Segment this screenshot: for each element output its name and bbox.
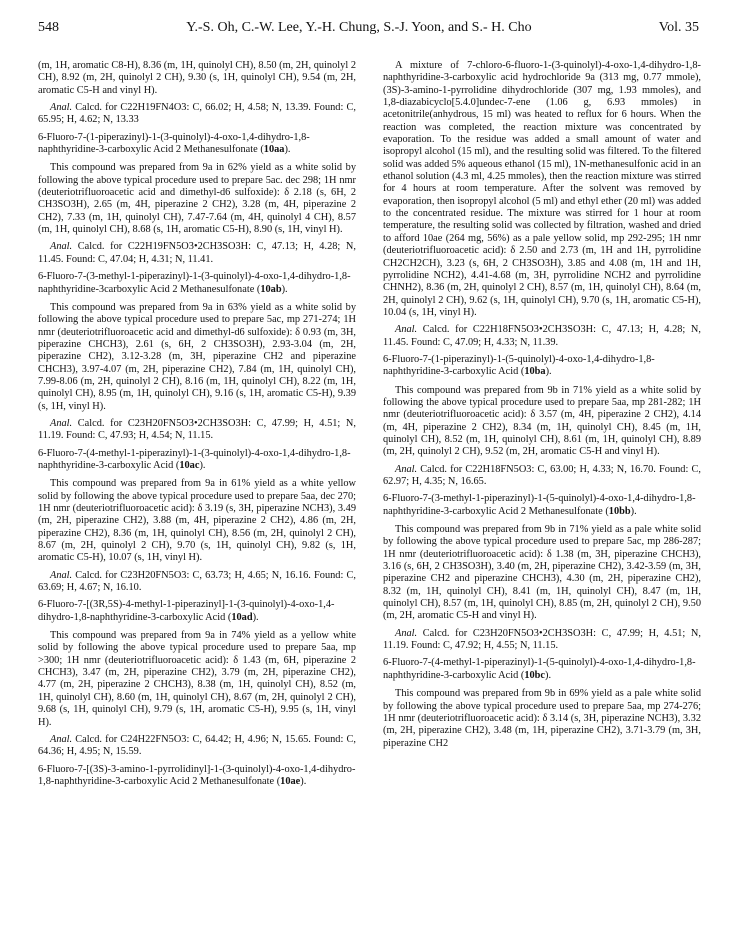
analysis-line: [383, 324, 701, 349]
compound-title-text: 6-Fluoro-7-(3-methyl-1-piperazinyl)-1-(5-quinolyl)-4-oxo-1,4-dihydro-1,8-naphthyridine-3-carboxylic Acid 2 Methanesulfonate (: [383, 493, 696, 517]
paragraph: This compound was prepared from 9a in 61% yield as a white yellow solid by following the above typical procedure used to prepare 5aa, dec 270; 1H nmr (deuteriotrifluoroacetic acid): δ 3.19 (s, 3H, piperazine NCH3), 3.49 (m, 2H, piperazine CH2), 3.88 (m, 4H, piperazine 2 CH2), 4.86 (m, 2H, piperazine CH2), 8.36 (m, 1H, quinolyl CH), 8.56 (m, 2H, quinolyl 2 CH), 8.67 (m, 2H, quinolyl 2 CH), 9.70 (s, 1H, quinolyl CH), 9.82 (s, 1H, aromatic C5-H), 10.07 (s, 1H, vinyl H).: [38, 478, 356, 564]
analysis-text: Calcd. for C22H18FN5O3•2CH3SO3H: C, 47.13; H, 4.28; N, 11.45. Found: C, 47.09; H, 4.33; N, 11.39.: [383, 324, 701, 348]
compound-title: [383, 657, 701, 682]
compound-title-end: ).: [545, 366, 552, 378]
compound-title-text: 6-Fluoro-7-(4-methyl-1-piperazinyl)-1-(5-quinolyl)-4-oxo-1,4-dihydro-1,8-naphthyridine-3-carboxylic Acid (: [383, 657, 696, 681]
paragraph: A mixture of 7-chloro-6-fluoro-1-(3-quinolyl)-4-oxo-1,4-dihydro-1,8-naphthyridine-3-carboxylic acid hydrochloride 9a (313 mg, 0.77 mmole), (3S)-3-amino-1-pyrrolidine dihydrochloride (307 mg, 1.93 mmoles), and 1,8-diazabicyclo[5.4.0]undec-7-ene (1.06 g, 6.93 mmoles) in acetonitrile(anhydrous, 15 ml) was heated to reflux for 6 hours. When the reaction was completed, the reaction mixture was concentrated by evaporation. To the residue was added a small amount of water and isopropyl alcohol (15 ml), and the resulting solid was filtered. To the filtered solid was added 5% aqueous ethanol (15 ml), 1N-methanesulfonic acid in an ethanol solution (4.3 ml, 4.25 mmoles), then the reaction mixture was stirred for 4 hours at room temperature. After the solvent was removed by evaporation, then isopropyl alcohol (5 ml) and ethyl ether (20 ml) was added to the concentrated residue. The mixture was stirred for 1 hour at room temperature, the resulting solid was collected by filtration, washed and dried to afford 10ae (264 mg, 56%) as a pale yellow solid, mp 292-295; 1H nmr (deuteriotrifluoroacetic acid): δ 2.50 and 2.73 (m, 1H and 1H, pyrrolidine CH2CH2CH), 3.23 (s, 6H, 2 CH3SO3H), 3.85 and 4.08 (m, 1H and 1H, pyrrolidine NCH2), 4.41-4.68 (m, 3H, pyrrolidine NCH2 and pyrrolidine CHNH2), 8.36 (m, 2H, quinolyl 2 CH), 8.57 (m, 1H, quinolyl CH), 8.64 (m, 2H, quinolyl 2 CH), 9.62 (s, 1H, quinolyl CH), 9.70 (s, 1H, aromatic C5-H), 10.04 (s, 1H, vinyl H).: [383, 60, 701, 318]
volume-label: Vol. 35: [658, 20, 699, 35]
compound-title: [38, 764, 356, 789]
analysis-label: Anal.: [395, 324, 418, 336]
paragraph: This compound was prepared from 9b in 71% yield as a pale white solid by following the above typical procedure used to prepare 5ac, mp 286-287; 1H nmr (deuteriotrifluoroacetic acid): δ 1.38 (m, 3H, piperazine CHCH3), 3.16 (s, 6H, 2 CH3SO3H), 3.40 (m, 2H, piperazine CH2), 3.42-3.59 (m, 3H, piperazine CH2 and piperazine CHCH3), 4.30 (m, 2H, piperazine CH2), 8.32 (m, 1H, quinolyl CH), 8.41 (m, 1H, quinolyl CH), 8.47 (m, 1H, quinolyl CH), 8.57 (m, 1H, quinolyl CH), 8.85 (m, 2H, quinolyl 2 CH), 9.50 (m, 2H, aromatic C5-H and vinyl H).: [383, 524, 701, 622]
compound-title-end: ).: [630, 505, 637, 517]
analysis-label: Anal.: [50, 417, 73, 429]
analysis-label: Anal.: [50, 569, 73, 581]
analysis-text: Calcd. for C23H20FN5O3: C, 63.73; H, 4.65; N, 16.16. Found: C, 63.69; H, 4.67; N, 16.10.: [38, 569, 356, 594]
right-column: [383, 60, 701, 755]
analysis-text: Calcd. for C23H20FN5O3•2CH3SO3H: C, 47.99; H, 4.51; N, 11.19. Found: C, 47.93; H, 4.54; N, 11.15.: [38, 417, 356, 442]
compound-title-end: ).: [300, 775, 307, 787]
compound-title-text: 6-Fluoro-7-[(3R,5S)-4-methyl-1-piperazinyl]-1-(3-quinolyl)-4-oxo-1,4-dihydro-1,8-naphthyridine-3-carboxylic Acid (: [38, 599, 335, 623]
paragraph: This compound was prepared from 9b in 71% yield as a white solid by following the above typical procedure used to prepare 5aa, mp 281-282; 1H nmr (deuteriotrifluoroacetic acid): δ 3.57 (m, 4H, piperazine 2 CH2), 4.14 (m, 4H, piperazine 2 CH2), 8.34 (m, 1H, quinolyl CH), 8.45 (m, 1H, quinolyl CH), 8.52 (m, 1H, quinolyl CH), 8.61 (m, 1H, quinolyl CH), 8.89 (m, 2H, quinolyl 2 CH), 9.52 (m, 2H, aromatic C5-H and vinyl H).: [383, 384, 701, 458]
left-column: [38, 60, 356, 794]
paragraph: This compound was prepared from 9b in 69% yield as a pale white solid by following the above typical procedure used to prepare 5aa, mp 274-276; 1H nmr (deuteriotrifluoroacetic acid): δ 3.14 (s, 3H, piperazine NCH3), 3.32 (m, 2H, piperazine CH2), 3.48 (m, 1H, piperazine CH2), 3.71-3.79 (m, 3H, piperazine CH2: [383, 688, 701, 749]
analysis-text: Calcd. for C23H20FN5O3•2CH3SO3H: C, 47.99; H, 4.51; N, 11.19. Found: C, 47.92; H, 4.55; N, 11.15.: [383, 627, 701, 652]
analysis-line: [38, 241, 356, 266]
compound-title: [38, 599, 356, 624]
compound-id: 10ba: [524, 366, 546, 378]
analysis-line: [38, 418, 356, 443]
compound-title-end: ).: [281, 283, 288, 295]
analysis-line: [38, 570, 356, 595]
compound-title: [383, 493, 701, 518]
analysis-text: Calcd. for C24H22FN5O3: C, 64.42; H, 4.96; N, 15.65. Found: C, 64.36; H, 4.95; N, 15.59.: [38, 733, 356, 758]
compound-title-text: 6-Fluoro-7-(3-methyl-1-piperazinyl)-1-(3-quinolyl)-4-oxo-1,4-dihydro-1,8-naphthyridine-3carboxylic Acid 2 Methanesulfonate (: [38, 271, 351, 295]
analysis-label: Anal.: [50, 241, 73, 253]
compound-title-end: ).: [199, 459, 206, 471]
analysis-line: [383, 628, 701, 653]
compound-title-text: 6-Fluoro-7-[(3S)-3-amino-1-pyrrolidinyl]-1-(3-quinolyl)-4-oxo-1,4-dihydro-1,8-naphthyridine-3-carboxylic Acid 2 Methanesulfonate (: [38, 763, 356, 787]
running-header: [38, 20, 699, 40]
compound-title-text: 6-Fluoro-7-(1-piperazinyl)-1-(5-quinolyl)-4-oxo-1,4-dihydro-1,8-naphthyridine-3-carboxylic Acid (: [383, 353, 655, 378]
analysis-label: Anal.: [50, 733, 73, 745]
author-line: Y.-S. Oh, C.-W. Lee, Y.-H. Chung, S.-J. Yoon, and S.- H. Cho: [186, 20, 532, 35]
compound-title-text: 6-Fluoro-7-(1-piperazinyl)-1-(3-quinolyl)-4-oxo-1,4-dihydro-1,8-naphthyridine-3-carboxylic Acid 2 Methanesulfonate (: [38, 131, 310, 156]
compound-title-end: ).: [545, 669, 552, 681]
compound-title: [38, 132, 356, 157]
analysis-line: [38, 102, 356, 127]
compound-title: [38, 448, 356, 473]
compound-id: 10ab: [260, 283, 282, 295]
compound-title-end: ).: [252, 611, 259, 623]
analysis-text: Calcd. for C22H18FN5O3: C, 63.00; H, 4.33; N, 16.70. Found: C, 62.97; H, 4.35; N, 16.65.: [383, 463, 701, 487]
analysis-label: Anal.: [50, 102, 73, 114]
analysis-text: Calcd. for C22H19FN4O3: C, 66.02; H, 4.58; N, 13.39. Found: C, 65.95; H, 4.62; N, 13.33: [38, 102, 356, 126]
analysis-label: Anal.: [395, 463, 418, 475]
compound-id: 10bb: [608, 505, 631, 517]
paragraph: (m, 1H, aromatic C8-H), 8.36 (m, 1H, quinolyl CH), 8.50 (m, 2H, quinolyl 2 CH), 8.92 (m, 2H, quinolyl 2 CH), 9.30 (s, 1H, quinolyl CH), 9.54 (m, 2H, aromatic C5-H and vinyl H).: [38, 60, 356, 96]
compound-id: 10ac: [179, 459, 200, 471]
paragraph: This compound was prepared from 9a in 74% yield as a yellow white solid by following the above typical procedure used to prepare 5aa, mp >300; 1H nmr (deuteriotrifluoroacetic acid): δ 1.43 (m, 6H, piperazine 2 CHCH3), 3.47 (m, 2H, piperazine CH2), 3.79 (m, 2H, piperazine CH2), 4.77 (m, 2H, piperazine 2 CHCH3), 8.38 (m, 1H, quinolyl CH), 8.52 (m, 1H, quinolyl CH), 8.60 (m, 1H, quinolyl CH), 8.67 (m, 2H, quinolyl 2 CH), 9.68 (s, 1H, quinolyl CH), 9.79 (s, 1H, aromatic C5-H), 9.95 (s, 1H, vinyl H).: [38, 630, 356, 728]
analysis-text: Calcd. for C22H19FN5O3•2CH3SO3H: C, 47.13; H, 4.28; N, 11.45. Found: C, 47.04; H, 4.31; N, 11.41.: [38, 241, 356, 265]
compound-title: [38, 271, 356, 296]
analysis-label: Anal.: [395, 627, 418, 639]
compound-title-text: 6-Fluoro-7-(4-methyl-1-piperazinyl)-1-(3-quinolyl)-4-oxo-1,4-dihydro-1,8-naphthyridine-3-carboxylic Acid (: [38, 447, 351, 471]
compound-id: 10ad: [231, 611, 253, 623]
compound-id: 10ae: [280, 775, 301, 787]
analysis-line: [383, 464, 701, 489]
paragraph: This compound was prepared from 9a in 62% yield as a white solid by following the above typical procedure used to prepare 5ac. dec 298; 1H nmr (deuteriotrifluoroacetic acid and dimethyl-d6 sulfoxide): δ 2.18 (s, 6H, 2 CH3SO3H), 2.65 (m, 4H, piperazine 2 CH2), 3.28 (m, 4H, piperazine 2 CH2), 7.33 (m, 1H, quinolyl CH), 7.47-7.64 (m, 4H, quinolyl 4 CH), 8.57 (m, 1H, quinolyl CH), 8.68 (s, 1H, aromatic C5-H), 8.90 (s, 1H, vinyl H).: [38, 162, 356, 236]
page-number: 548: [38, 20, 59, 35]
compound-id: 10aa: [263, 144, 285, 156]
analysis-line: [38, 734, 356, 759]
compound-title-end: ).: [284, 144, 291, 156]
compound-id: 10bc: [524, 669, 546, 681]
compound-title: [383, 354, 701, 379]
paragraph: This compound was prepared from 9a in 63% yield as a white solid by following the above typical procedure used to prepare 5ac, mp 271-274; 1H nmr (deuteriotrifluoroacetic acid and dimethyl-d6 sulfoxide): δ 0.93 (m, 3H, piperazine CHCH3), 2.61 (s, 6H, 2 CH3SO3H), 2.93-3.04 (m, 2H, piperazine CH2), 3.12-3.28 (m, 3H, piperazine CH2 and piperazine CHCH3), 3.97-4.07 (m, 2H, piperazine CH2), 7.84 (m, 1H, quinolyl CH), 7.99-8.06 (m, 2H, quinolyl 2 CH), 8.16 (m, 1H, quinolyl CH), 8.22 (m, 1H, quinolyl CH), 8.95 (m, 1H, quinolyl CH), 9.16 (s, 1H, aromatic C5-H), 9.39 (s, 1H, vinyl H).: [38, 301, 356, 412]
